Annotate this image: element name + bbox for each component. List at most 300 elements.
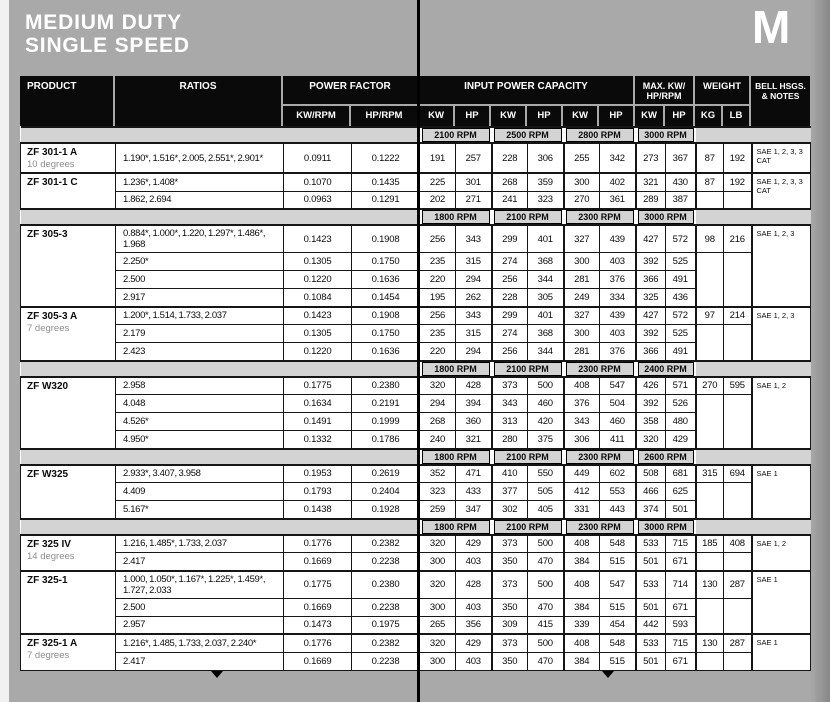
capacity-value-cell: 274 bbox=[492, 253, 528, 271]
power-factor-hp-cell: 0.2404 bbox=[352, 483, 420, 501]
capacity-value-cell: 343 bbox=[456, 225, 492, 253]
power-factor-kw-cell: 0.1473 bbox=[284, 616, 352, 634]
capacity-value-cell: 241 bbox=[492, 191, 528, 209]
capacity-value-cell: 429 bbox=[456, 535, 492, 553]
power-factor-hp-cell: 0.1928 bbox=[352, 501, 420, 519]
weight-kg-empty-cell bbox=[696, 652, 724, 670]
table-row bbox=[21, 501, 811, 519]
header-input-power-capacity: INPUT POWER CAPACITY bbox=[419, 76, 633, 104]
rpm-band-cell bbox=[636, 519, 696, 535]
rpm-band-cell bbox=[636, 127, 696, 143]
max-value-cell: 572 bbox=[666, 225, 696, 253]
header-bell-line2: & NOTES bbox=[761, 91, 800, 101]
capacity-value-cell: 401 bbox=[528, 307, 564, 325]
header-lb: LB bbox=[723, 106, 749, 126]
spec-table-grid bbox=[20, 126, 811, 671]
power-factor-hp-cell: 0.2619 bbox=[352, 465, 420, 483]
capacity-value-cell: 249 bbox=[564, 289, 600, 307]
header-max-kw-hp-rpm bbox=[635, 76, 693, 104]
capacity-value-cell: 315 bbox=[456, 325, 492, 343]
capacity-value-cell: 334 bbox=[600, 289, 636, 307]
capacity-value-cell: 505 bbox=[528, 483, 564, 501]
capacity-value-cell: 428 bbox=[456, 571, 492, 599]
max-value-cell: 367 bbox=[666, 143, 696, 173]
header-kw-3: KW bbox=[563, 106, 597, 126]
capacity-value-cell: 342 bbox=[600, 143, 636, 173]
capacity-value-cell: 420 bbox=[528, 413, 564, 431]
table-row bbox=[21, 253, 811, 271]
weight-lb-empty-cell bbox=[724, 191, 752, 209]
band-spacer-left bbox=[21, 449, 420, 465]
capacity-value-cell: 294 bbox=[420, 395, 456, 413]
table-row bbox=[21, 271, 811, 289]
ratios-cell: 4.950* bbox=[116, 431, 284, 449]
capacity-value-cell: 202 bbox=[420, 191, 456, 209]
capacity-value-cell: 352 bbox=[420, 465, 456, 483]
weight-lb-cell: 408 bbox=[724, 535, 752, 553]
table-row bbox=[21, 173, 811, 191]
power-factor-hp-cell: 0.2238 bbox=[352, 652, 420, 670]
max-value-cell: 427 bbox=[636, 307, 666, 325]
capacity-value-cell: 449 bbox=[564, 465, 600, 483]
power-factor-kw-cell: 0.1220 bbox=[284, 343, 352, 361]
power-factor-hp-cell: 0.1222 bbox=[352, 143, 420, 173]
product-cell bbox=[21, 571, 116, 635]
capacity-value-cell: 408 bbox=[564, 634, 600, 652]
rpm-band-label: 1800 RPM bbox=[422, 520, 490, 534]
capacity-value-cell: 235 bbox=[420, 253, 456, 271]
capacity-value-cell: 343 bbox=[456, 307, 492, 325]
capacity-value-cell: 553 bbox=[600, 483, 636, 501]
max-value-cell: 714 bbox=[666, 571, 696, 599]
weight-kg-cell: 315 bbox=[696, 465, 724, 483]
ratios-cell: 1.216*, 1.485, 1.733, 2.037, 2.240* bbox=[116, 634, 284, 652]
power-factor-hp-cell: 0.1999 bbox=[352, 413, 420, 431]
capacity-value-cell: 270 bbox=[564, 191, 600, 209]
header-kw-1: KW bbox=[419, 106, 453, 126]
capacity-value-cell: 347 bbox=[456, 501, 492, 519]
power-factor-hp-cell: 0.1908 bbox=[352, 225, 420, 253]
notes-cell: SAE 1, 2, 3 bbox=[752, 225, 811, 307]
capacity-value-cell: 315 bbox=[456, 253, 492, 271]
product-name: ZF 301-1 C bbox=[27, 177, 78, 188]
capacity-value-cell: 299 bbox=[492, 225, 528, 253]
weight-kg-cell: 130 bbox=[696, 634, 724, 652]
capacity-value-cell: 256 bbox=[420, 225, 456, 253]
capacity-value-cell: 320 bbox=[420, 634, 456, 652]
max-value-cell: 572 bbox=[666, 307, 696, 325]
weight-kg-empty-cell bbox=[696, 553, 724, 571]
weight-kg-empty-cell bbox=[696, 191, 724, 209]
capacity-value-cell: 301 bbox=[456, 173, 492, 191]
rpm-band-label: 2400 RPM bbox=[638, 362, 694, 376]
capacity-value-cell: 384 bbox=[564, 652, 600, 670]
weight-kg-cell: 185 bbox=[696, 535, 724, 553]
rpm-band-cell bbox=[420, 209, 492, 225]
notes-cell: SAE 1 bbox=[752, 634, 811, 670]
ratios-cell: 2.917 bbox=[116, 289, 284, 307]
capacity-value-cell: 368 bbox=[528, 253, 564, 271]
power-factor-kw-cell: 0.1775 bbox=[284, 377, 352, 395]
capacity-value-cell: 460 bbox=[528, 395, 564, 413]
max-value-cell: 429 bbox=[666, 431, 696, 449]
table-row bbox=[21, 413, 811, 431]
band-spacer-notes bbox=[752, 361, 811, 377]
max-value-cell: 571 bbox=[666, 377, 696, 395]
power-factor-hp-cell: 0.1975 bbox=[352, 616, 420, 634]
capacity-value-cell: 313 bbox=[492, 413, 528, 431]
capacity-value-cell: 302 bbox=[492, 501, 528, 519]
header-kw-2: KW bbox=[491, 106, 525, 126]
power-factor-hp-cell: 0.2380 bbox=[352, 571, 420, 599]
power-factor-kw-cell: 0.1084 bbox=[284, 289, 352, 307]
ratios-cell: 4.526* bbox=[116, 413, 284, 431]
product-subtitle: 7 degrees bbox=[27, 322, 70, 334]
power-factor-hp-cell: 0.2382 bbox=[352, 535, 420, 553]
capacity-value-cell: 271 bbox=[456, 191, 492, 209]
page-left-edge bbox=[0, 0, 9, 702]
ratios-cell: 2.417 bbox=[116, 553, 284, 571]
notes-cell: SAE 1, 2, 3, 3 CAT bbox=[752, 173, 811, 209]
capacity-value-cell: 439 bbox=[600, 225, 636, 253]
power-factor-hp-cell: 0.2380 bbox=[352, 377, 420, 395]
rpm-band-label: 2300 RPM bbox=[566, 210, 634, 224]
capacity-value-cell: 361 bbox=[600, 191, 636, 209]
capacity-value-cell: 300 bbox=[420, 598, 456, 616]
capacity-value-cell: 515 bbox=[600, 553, 636, 571]
capacity-value-cell: 281 bbox=[564, 343, 600, 361]
max-value-cell: 671 bbox=[666, 553, 696, 571]
capacity-value-cell: 547 bbox=[600, 377, 636, 395]
header-max-kw: KW bbox=[635, 106, 663, 126]
power-factor-kw-cell: 0.1332 bbox=[284, 431, 352, 449]
weight-lb-empty-cell bbox=[724, 253, 752, 307]
max-value-cell: 593 bbox=[666, 616, 696, 634]
header-product: PRODUCT bbox=[20, 76, 113, 126]
band-spacer-notes bbox=[752, 519, 811, 535]
power-factor-kw-cell: 0.1438 bbox=[284, 501, 352, 519]
capacity-value-cell: 294 bbox=[456, 343, 492, 361]
capacity-value-cell: 350 bbox=[492, 598, 528, 616]
capacity-value-cell: 429 bbox=[456, 634, 492, 652]
product-name: ZF 305-3 bbox=[27, 229, 68, 240]
capacity-value-cell: 410 bbox=[492, 465, 528, 483]
capacity-value-cell: 515 bbox=[600, 652, 636, 670]
rpm-band-row bbox=[21, 127, 811, 143]
max-value-cell: 366 bbox=[636, 271, 666, 289]
power-factor-kw-cell: 0.0911 bbox=[284, 143, 352, 173]
power-factor-kw-cell: 0.1669 bbox=[284, 598, 352, 616]
max-value-cell: 392 bbox=[636, 325, 666, 343]
rpm-band-cell bbox=[420, 361, 492, 377]
table-row bbox=[21, 553, 811, 571]
power-factor-hp-cell: 0.2382 bbox=[352, 634, 420, 652]
ratios-cell: 1.190*, 1.516*, 2.005, 2.551*, 2.901* bbox=[116, 143, 284, 173]
max-value-cell: 374 bbox=[636, 501, 666, 519]
band-spacer-notes bbox=[752, 127, 811, 143]
band-spacer-left bbox=[21, 209, 420, 225]
capacity-value-cell: 401 bbox=[528, 225, 564, 253]
ratios-cell: 5.167* bbox=[116, 501, 284, 519]
capacity-value-cell: 428 bbox=[456, 377, 492, 395]
table-row bbox=[21, 634, 811, 652]
header-kw-rpm: KW/RPM bbox=[283, 106, 349, 126]
capacity-value-cell: 228 bbox=[492, 143, 528, 173]
rpm-band-cell bbox=[420, 519, 492, 535]
capacity-value-cell: 255 bbox=[564, 143, 600, 173]
capacity-value-cell: 384 bbox=[564, 598, 600, 616]
capacity-value-cell: 403 bbox=[456, 598, 492, 616]
capacity-value-cell: 500 bbox=[528, 634, 564, 652]
ratios-cell: 2.958 bbox=[116, 377, 284, 395]
weight-lb-cell: 192 bbox=[724, 143, 752, 173]
rpm-band-cell bbox=[564, 209, 636, 225]
ratios-cell: 2.500 bbox=[116, 598, 284, 616]
band-spacer-notes bbox=[752, 209, 811, 225]
rpm-band-cell bbox=[492, 127, 564, 143]
capacity-value-cell: 228 bbox=[492, 289, 528, 307]
rpm-band-label: 2600 RPM bbox=[638, 450, 694, 464]
max-value-cell: 442 bbox=[636, 616, 666, 634]
product-name: ZF 301-1 A bbox=[27, 147, 78, 158]
capacity-value-cell: 550 bbox=[528, 465, 564, 483]
max-value-cell: 525 bbox=[666, 253, 696, 271]
table-row bbox=[21, 431, 811, 449]
rpm-band-cell bbox=[564, 519, 636, 535]
max-value-cell: 366 bbox=[636, 343, 666, 361]
rpm-band-cell bbox=[492, 209, 564, 225]
power-factor-hp-cell: 0.1786 bbox=[352, 431, 420, 449]
ratios-cell: 2.933*, 3.407, 3.958 bbox=[116, 465, 284, 483]
rpm-band-label: 2100 RPM bbox=[494, 450, 562, 464]
capacity-value-cell: 300 bbox=[564, 173, 600, 191]
capacity-value-cell: 235 bbox=[420, 325, 456, 343]
product-name: ZF 325-1 bbox=[27, 574, 68, 586]
capacity-value-cell: 403 bbox=[600, 325, 636, 343]
capacity-value-cell: 268 bbox=[492, 173, 528, 191]
capacity-value-cell: 259 bbox=[420, 501, 456, 519]
product-cell bbox=[21, 535, 116, 571]
table-row bbox=[21, 191, 811, 209]
capacity-value-cell: 402 bbox=[600, 173, 636, 191]
power-factor-hp-cell: 0.1750 bbox=[352, 253, 420, 271]
capacity-value-cell: 403 bbox=[456, 652, 492, 670]
max-value-cell: 426 bbox=[636, 377, 666, 395]
band-spacer-weight bbox=[696, 519, 752, 535]
header-bell-line1: BELL HSGS. bbox=[755, 81, 806, 91]
ratios-cell: 2.417 bbox=[116, 652, 284, 670]
capacity-value-cell: 376 bbox=[600, 271, 636, 289]
weight-kg-empty-cell bbox=[696, 325, 724, 361]
capacity-value-cell: 602 bbox=[600, 465, 636, 483]
weight-lb-cell: 595 bbox=[724, 377, 752, 395]
capacity-value-cell: 376 bbox=[564, 395, 600, 413]
capacity-value-cell: 377 bbox=[492, 483, 528, 501]
product-cell bbox=[21, 465, 116, 519]
weight-lb-cell: 694 bbox=[724, 465, 752, 483]
product-cell bbox=[21, 377, 116, 449]
capacity-value-cell: 265 bbox=[420, 616, 456, 634]
capacity-value-cell: 195 bbox=[420, 289, 456, 307]
capacity-value-cell: 403 bbox=[600, 253, 636, 271]
weight-kg-cell: 98 bbox=[696, 225, 724, 253]
capacity-value-cell: 500 bbox=[528, 377, 564, 395]
table-row bbox=[21, 307, 811, 325]
capacity-value-cell: 305 bbox=[528, 289, 564, 307]
capacity-value-cell: 300 bbox=[564, 253, 600, 271]
rpm-band-label: 2100 RPM bbox=[494, 210, 562, 224]
capacity-value-cell: 262 bbox=[456, 289, 492, 307]
max-value-cell: 480 bbox=[666, 413, 696, 431]
max-value-cell: 320 bbox=[636, 431, 666, 449]
capacity-value-cell: 433 bbox=[456, 483, 492, 501]
table-row bbox=[21, 343, 811, 361]
capacity-value-cell: 471 bbox=[456, 465, 492, 483]
capacity-value-cell: 256 bbox=[492, 271, 528, 289]
band-spacer-left bbox=[21, 361, 420, 377]
max-value-cell: 436 bbox=[666, 289, 696, 307]
capacity-value-cell: 256 bbox=[492, 343, 528, 361]
capacity-value-cell: 405 bbox=[528, 501, 564, 519]
rpm-band-cell bbox=[492, 361, 564, 377]
power-factor-hp-cell: 0.1908 bbox=[352, 307, 420, 325]
power-factor-hp-cell: 0.1636 bbox=[352, 271, 420, 289]
rpm-band-label: 1800 RPM bbox=[422, 362, 490, 376]
weight-lb-cell: 214 bbox=[724, 307, 752, 325]
capacity-value-cell: 548 bbox=[600, 634, 636, 652]
capacity-value-cell: 220 bbox=[420, 271, 456, 289]
ratios-cell: 2.423 bbox=[116, 343, 284, 361]
capacity-value-cell: 268 bbox=[420, 413, 456, 431]
capacity-value-cell: 240 bbox=[420, 431, 456, 449]
weight-lb-empty-cell bbox=[724, 483, 752, 519]
max-value-cell: 491 bbox=[666, 271, 696, 289]
rpm-band-label: 2100 RPM bbox=[494, 362, 562, 376]
product-name: ZF W325 bbox=[27, 468, 69, 480]
header-hp-2: HP bbox=[527, 106, 561, 126]
product-cell bbox=[21, 307, 116, 361]
capacity-value-cell: 500 bbox=[528, 571, 564, 599]
title-line-2: SINGLE SPEED bbox=[25, 34, 190, 57]
max-value-cell: 625 bbox=[666, 483, 696, 501]
rpm-band-row bbox=[21, 449, 811, 465]
product-subtitle: 14 degrees bbox=[27, 550, 75, 562]
rpm-band-cell bbox=[420, 127, 492, 143]
capacity-value-cell: 299 bbox=[492, 307, 528, 325]
header-kg: KG bbox=[695, 106, 721, 126]
rpm-band-label: 1800 RPM bbox=[422, 450, 490, 464]
capacity-value-cell: 344 bbox=[528, 343, 564, 361]
max-value-cell: 392 bbox=[636, 395, 666, 413]
max-value-cell: 358 bbox=[636, 413, 666, 431]
max-value-cell: 392 bbox=[636, 253, 666, 271]
rpm-band-label: 2300 RPM bbox=[566, 450, 634, 464]
max-value-cell: 491 bbox=[666, 343, 696, 361]
capacity-value-cell: 373 bbox=[492, 535, 528, 553]
power-factor-kw-cell: 0.1423 bbox=[284, 307, 352, 325]
product-name: ZF W320 bbox=[27, 380, 69, 392]
power-factor-kw-cell: 0.1423 bbox=[284, 225, 352, 253]
power-factor-hp-cell: 0.2238 bbox=[352, 598, 420, 616]
ratios-cell: 2.500 bbox=[116, 271, 284, 289]
weight-kg-empty-cell bbox=[696, 253, 724, 307]
weight-kg-cell: 87 bbox=[696, 173, 724, 191]
capacity-value-cell: 360 bbox=[456, 413, 492, 431]
capacity-value-cell: 411 bbox=[600, 431, 636, 449]
weight-lb-cell: 192 bbox=[724, 173, 752, 191]
section-letter: M bbox=[752, 1, 791, 53]
ratios-cell: 1.216, 1.485*, 1.733, 2.037 bbox=[116, 535, 284, 553]
band-spacer-weight bbox=[696, 449, 752, 465]
power-factor-hp-cell: 0.1291 bbox=[352, 191, 420, 209]
weight-lb-cell: 287 bbox=[724, 571, 752, 599]
capacity-value-cell: 300 bbox=[420, 652, 456, 670]
band-spacer-left bbox=[21, 127, 420, 143]
ratios-cell: 2.179 bbox=[116, 325, 284, 343]
capacity-value-cell: 294 bbox=[456, 271, 492, 289]
power-factor-kw-cell: 0.1669 bbox=[284, 553, 352, 571]
header-power-factor: POWER FACTOR bbox=[283, 76, 417, 104]
power-factor-kw-cell: 0.1070 bbox=[284, 173, 352, 191]
table-row bbox=[21, 652, 811, 670]
weight-kg-empty-cell bbox=[696, 395, 724, 449]
spec-table bbox=[20, 76, 810, 683]
capacity-value-cell: 373 bbox=[492, 634, 528, 652]
rpm-band-cell bbox=[492, 449, 564, 465]
capacity-value-cell: 323 bbox=[420, 483, 456, 501]
header-max-line2: HP/RPM bbox=[646, 91, 682, 101]
page-right-shadow bbox=[810, 0, 830, 702]
notes-cell: SAE 1, 2, 3 bbox=[752, 307, 811, 361]
header-hp-rpm: HP/RPM bbox=[351, 106, 417, 126]
continuation-arrow-icon bbox=[211, 671, 223, 678]
header-weight: WEIGHT bbox=[695, 76, 749, 104]
weight-lb-empty-cell bbox=[724, 325, 752, 361]
rpm-band-label: 3000 RPM bbox=[638, 128, 694, 142]
max-value-cell: 715 bbox=[666, 634, 696, 652]
max-value-cell: 533 bbox=[636, 535, 666, 553]
rpm-band-cell bbox=[564, 449, 636, 465]
notes-cell: SAE 1, 2 bbox=[752, 535, 811, 571]
table-row bbox=[21, 465, 811, 483]
capacity-value-cell: 225 bbox=[420, 173, 456, 191]
power-factor-hp-cell: 0.2191 bbox=[352, 395, 420, 413]
capacity-value-cell: 281 bbox=[564, 271, 600, 289]
weight-lb-empty-cell bbox=[724, 652, 752, 670]
capacity-value-cell: 320 bbox=[420, 571, 456, 599]
capacity-value-cell: 500 bbox=[528, 535, 564, 553]
header-max-line1: MAX. KW/ bbox=[642, 81, 686, 91]
capacity-value-cell: 331 bbox=[564, 501, 600, 519]
band-spacer-notes bbox=[752, 449, 811, 465]
capacity-value-cell: 548 bbox=[600, 535, 636, 553]
capacity-value-cell: 415 bbox=[528, 616, 564, 634]
power-factor-kw-cell: 0.1491 bbox=[284, 413, 352, 431]
band-spacer-left bbox=[21, 519, 420, 535]
capacity-value-cell: 373 bbox=[492, 571, 528, 599]
power-factor-hp-cell: 0.1454 bbox=[352, 289, 420, 307]
table-row bbox=[21, 483, 811, 501]
product-subtitle: 10 degrees bbox=[27, 159, 75, 170]
max-value-cell: 289 bbox=[636, 191, 666, 209]
notes-cell: SAE 1 bbox=[752, 465, 811, 519]
rpm-band-row bbox=[21, 361, 811, 377]
weight-kg-cell: 130 bbox=[696, 571, 724, 599]
capacity-value-cell: 256 bbox=[420, 307, 456, 325]
rpm-band-label: 2300 RPM bbox=[566, 520, 634, 534]
max-value-cell: 526 bbox=[666, 395, 696, 413]
band-spacer-weight bbox=[696, 209, 752, 225]
